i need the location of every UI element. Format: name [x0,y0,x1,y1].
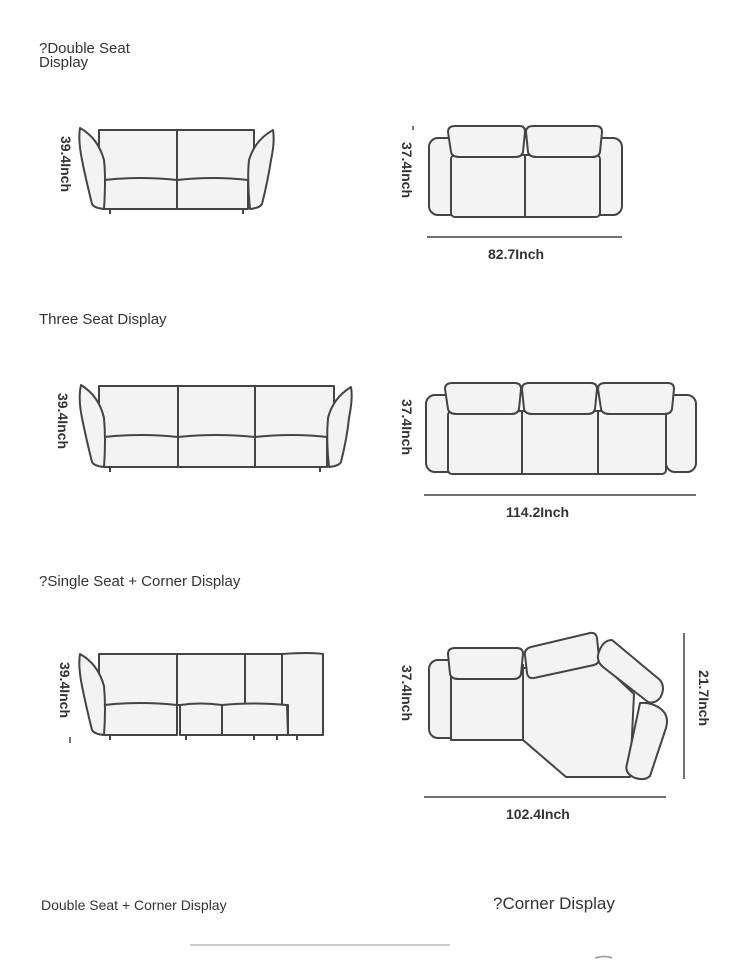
double-seat-title-line1: ?Double Seat [39,40,130,57]
single-corner-top-view [429,633,667,779]
three-seat-title: Three Seat Display [39,311,167,328]
three-width-label: 114.2Inch [506,504,570,520]
double-depth-label: 37.4Inch [399,141,415,199]
three-seat-top-view [426,383,696,474]
corner-side-label: 21.7Inch [696,669,712,727]
double-seat-title-line2: Display [39,54,89,71]
double-width-label: 82.7Inch [488,246,545,262]
three-height-label: 39.4Inch [55,392,71,450]
double-seat-front-view [79,128,273,214]
double-height-label: 39.4Inch [58,135,74,193]
corner-title: ?Corner Display [493,894,615,913]
corner-depth-label: 37.4Inch [399,664,415,722]
corner-height-label: 39.4Inch [57,661,73,719]
single-corner-front-view [79,653,323,740]
three-seat-front-view [80,385,352,472]
single-corner-title: ?Single Seat + Corner Display [39,573,241,590]
double-corner-title: Double Seat + Corner Display [41,897,227,913]
three-depth-label: 37.4Inch [399,398,415,456]
corner-width-label: 102.4Inch [506,806,570,822]
double-seat-top-view [429,126,622,217]
